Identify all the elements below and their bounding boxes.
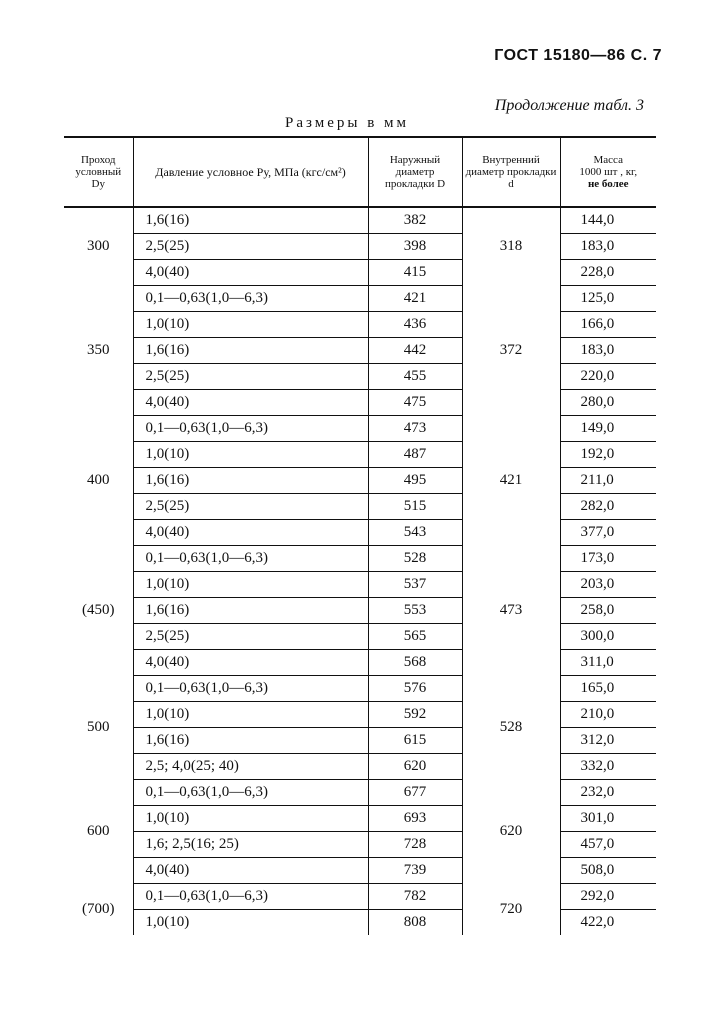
mass-cell: 211,0: [560, 468, 656, 494]
inner-diameter-cell: 620: [462, 780, 560, 884]
pressure-cell: 1,6(16): [133, 207, 368, 234]
inner-diameter-cell: 473: [462, 546, 560, 676]
dimensions-table: [64, 136, 656, 935]
header-mass-line1: Масса: [593, 154, 623, 166]
pressure-cell: 1,6(16): [133, 598, 368, 624]
pressure-cell: 4,0(40): [133, 650, 368, 676]
outer-diameter-cell: 565: [368, 624, 462, 650]
outer-diameter-cell: 455: [368, 364, 462, 390]
units-caption: Размеры в мм: [285, 115, 410, 131]
table-row: [64, 468, 656, 494]
pressure-cell: 2,5(25): [133, 234, 368, 260]
mass-cell: 282,0: [560, 494, 656, 520]
mass-cell: 165,0: [560, 676, 656, 702]
nominal-bore-cell: 300: [64, 207, 133, 286]
table-row: [64, 858, 656, 884]
mass-cell: 210,0: [560, 702, 656, 728]
mass-cell: 173,0: [560, 546, 656, 572]
header-inner-diameter-label: Внутренний диаметр прокладки d: [465, 154, 557, 190]
table-row: [64, 364, 656, 390]
pressure-cell: 1,6(16): [133, 338, 368, 364]
pressure-cell: 1,0(10): [133, 702, 368, 728]
outer-diameter-cell: 436: [368, 312, 462, 338]
table-row: [64, 390, 656, 416]
mass-cell: 422,0: [560, 910, 656, 936]
header-nominal-bore-line1: Проход: [80, 154, 116, 166]
header-inner-diameter: [462, 137, 560, 207]
table-row: [64, 624, 656, 650]
mass-cell: 149,0: [560, 416, 656, 442]
pressure-cell: 4,0(40): [133, 260, 368, 286]
table-row: [64, 338, 656, 364]
table-row: [64, 650, 656, 676]
mass-cell: 332,0: [560, 754, 656, 780]
header-nominal-bore-line2: условный: [75, 166, 122, 178]
pressure-cell: 4,0(40): [133, 520, 368, 546]
table-row: [64, 728, 656, 754]
nominal-bore-cell: 600: [64, 780, 133, 884]
outer-diameter-cell: 693: [368, 806, 462, 832]
inner-diameter-cell: 720: [462, 884, 560, 936]
mass-cell: 220,0: [560, 364, 656, 390]
mass-cell: 192,0: [560, 442, 656, 468]
pressure-cell: 0,1—0,63(1,0—6,3): [133, 416, 368, 442]
nominal-bore-cell: 400: [64, 416, 133, 546]
outer-diameter-cell: 382: [368, 207, 462, 234]
inner-diameter-cell: 372: [462, 286, 560, 416]
outer-diameter-cell: 677: [368, 780, 462, 806]
outer-diameter-cell: 421: [368, 286, 462, 312]
pressure-cell: 0,1—0,63(1,0—6,3): [133, 780, 368, 806]
mass-cell: 166,0: [560, 312, 656, 338]
mass-cell: 311,0: [560, 650, 656, 676]
outer-diameter-cell: 808: [368, 910, 462, 936]
pressure-cell: 1,6; 2,5(16; 25): [133, 832, 368, 858]
table-row: [64, 494, 656, 520]
pressure-cell: 1,0(10): [133, 572, 368, 598]
table-row: [64, 884, 656, 910]
table-row: [64, 546, 656, 572]
pressure-cell: 1,0(10): [133, 910, 368, 936]
mass-cell: 300,0: [560, 624, 656, 650]
outer-diameter-cell: 592: [368, 702, 462, 728]
table-row: [64, 286, 656, 312]
pressure-cell: 4,0(40): [133, 390, 368, 416]
header-outer-diameter: [368, 137, 462, 207]
pressure-cell: 2,5(25): [133, 494, 368, 520]
table-header-row: [64, 137, 656, 207]
header-mass-line3: не более: [587, 178, 629, 190]
table-row: [64, 676, 656, 702]
pressure-cell: 4,0(40): [133, 858, 368, 884]
outer-diameter-cell: 398: [368, 234, 462, 260]
header-nominal-bore-symbol: Dу: [91, 178, 105, 190]
outer-diameter-cell: 415: [368, 260, 462, 286]
inner-diameter-cell: 421: [462, 416, 560, 546]
page-header: ГОСТ 15180—86 С. 7: [494, 47, 662, 64]
pressure-cell: 2,5; 4,0(25; 40): [133, 754, 368, 780]
header-pressure: [133, 137, 368, 207]
outer-diameter-cell: 543: [368, 520, 462, 546]
mass-cell: 457,0: [560, 832, 656, 858]
mass-cell: 258,0: [560, 598, 656, 624]
table-body: [64, 207, 656, 935]
mass-cell: 312,0: [560, 728, 656, 754]
outer-diameter-cell: 475: [368, 390, 462, 416]
mass-cell: 377,0: [560, 520, 656, 546]
table-row: [64, 806, 656, 832]
table-row: [64, 207, 656, 234]
outer-diameter-cell: 739: [368, 858, 462, 884]
mass-cell: 144,0: [560, 207, 656, 234]
nominal-bore-cell: 350: [64, 286, 133, 416]
pressure-cell: 0,1—0,63(1,0—6,3): [133, 884, 368, 910]
table-continuation-label: Продолжение табл. 3: [494, 97, 644, 114]
pressure-cell: 0,1—0,63(1,0—6,3): [133, 546, 368, 572]
pressure-cell: 1,0(10): [133, 442, 368, 468]
outer-diameter-cell: 487: [368, 442, 462, 468]
dimensions-table-wrapper: [64, 136, 656, 935]
table-row: [64, 234, 656, 260]
header-mass-line2: 1000 шт , кг,: [579, 166, 638, 178]
mass-cell: 508,0: [560, 858, 656, 884]
nominal-bore-cell: 500: [64, 676, 133, 780]
outer-diameter-cell: 782: [368, 884, 462, 910]
pressure-cell: 1,6(16): [133, 728, 368, 754]
pressure-cell: 0,1—0,63(1,0—6,3): [133, 286, 368, 312]
outer-diameter-cell: 537: [368, 572, 462, 598]
table-row: [64, 572, 656, 598]
nominal-bore-cell: (700): [64, 884, 133, 936]
outer-diameter-cell: 495: [368, 468, 462, 494]
table-row: [64, 312, 656, 338]
table-row: [64, 416, 656, 442]
inner-diameter-cell: 318: [462, 207, 560, 286]
mass-cell: 183,0: [560, 234, 656, 260]
mass-cell: 280,0: [560, 390, 656, 416]
pressure-cell: 1,6(16): [133, 468, 368, 494]
mass-cell: 292,0: [560, 884, 656, 910]
outer-diameter-cell: 528: [368, 546, 462, 572]
table-row: [64, 702, 656, 728]
pressure-cell: 2,5(25): [133, 364, 368, 390]
table-row: [64, 780, 656, 806]
outer-diameter-cell: 620: [368, 754, 462, 780]
header-mass: [560, 137, 656, 207]
mass-cell: 301,0: [560, 806, 656, 832]
pressure-cell: 1,0(10): [133, 806, 368, 832]
outer-diameter-cell: 728: [368, 832, 462, 858]
mass-cell: 183,0: [560, 338, 656, 364]
header-nominal-bore: [64, 137, 133, 207]
outer-diameter-cell: 615: [368, 728, 462, 754]
inner-diameter-cell: 528: [462, 676, 560, 780]
pressure-cell: 1,0(10): [133, 312, 368, 338]
table-row: [64, 598, 656, 624]
mass-cell: 203,0: [560, 572, 656, 598]
pressure-cell: 2,5(25): [133, 624, 368, 650]
header-pressure-label: Давление условное Pу, МПа (кгс/см²): [155, 165, 346, 179]
table-row: [64, 260, 656, 286]
table-row: [64, 754, 656, 780]
outer-diameter-cell: 576: [368, 676, 462, 702]
outer-diameter-cell: 473: [368, 416, 462, 442]
outer-diameter-cell: 553: [368, 598, 462, 624]
outer-diameter-cell: 568: [368, 650, 462, 676]
table-row: [64, 832, 656, 858]
mass-cell: 232,0: [560, 780, 656, 806]
mass-cell: 125,0: [560, 286, 656, 312]
pressure-cell: 0,1—0,63(1,0—6,3): [133, 676, 368, 702]
header-outer-diameter-label: Наружный диаметр прокладки D: [384, 154, 446, 190]
table-row: [64, 520, 656, 546]
table-row: [64, 910, 656, 936]
nominal-bore-cell: (450): [64, 546, 133, 676]
mass-cell: 228,0: [560, 260, 656, 286]
outer-diameter-cell: 442: [368, 338, 462, 364]
outer-diameter-cell: 515: [368, 494, 462, 520]
table-row: [64, 442, 656, 468]
